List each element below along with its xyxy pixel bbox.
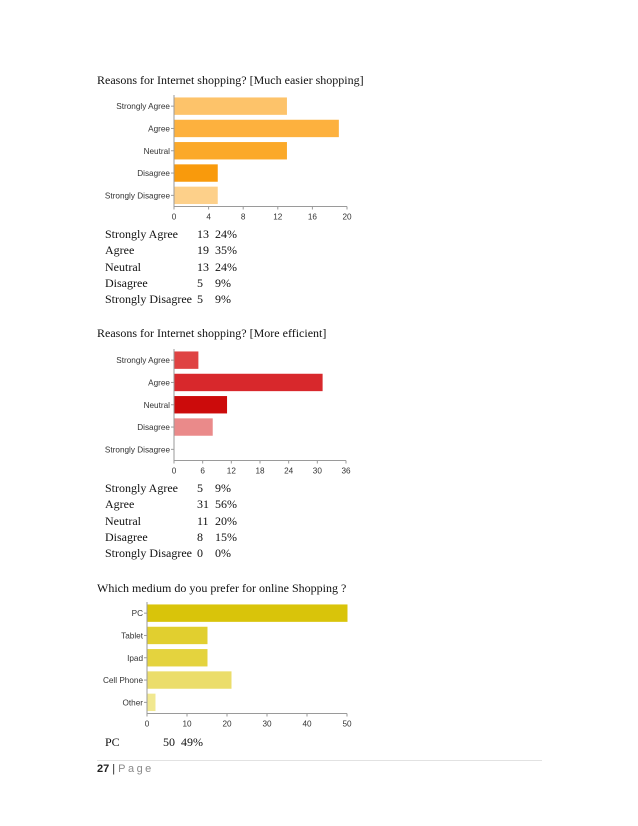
x-tick-label-30: 30 (312, 466, 322, 476)
x-tick-label-40: 40 (302, 719, 312, 729)
x-tick-label-36: 36 (341, 466, 351, 476)
chart-preferred-medium-svg (92, 600, 362, 730)
stat-count: 11 (197, 513, 209, 528)
category-label-agree: Agree (148, 378, 170, 388)
stat-row-strongly-agree (105, 480, 237, 496)
category-label-disagree: Disagree (137, 169, 170, 179)
category-label-neutral: Neutral (143, 400, 170, 410)
category-label-strongly-agree: Strongly Agree (116, 102, 170, 112)
section-2-heading: Reasons for Internet shopping? [More efficient] (97, 326, 327, 340)
x-tick-label-30: 30 (262, 719, 272, 729)
bar-strongly-agree (175, 351, 199, 368)
category-label-tablet: Tablet (121, 631, 143, 641)
stats-more-efficient (105, 480, 237, 561)
chart-more-efficient-svg (92, 347, 362, 477)
x-tick-label-0: 0 (171, 466, 177, 476)
x-tick-label-16: 16 (307, 212, 317, 222)
stat-label: Strongly Agree (105, 481, 178, 495)
stat-label: PC (105, 735, 120, 749)
stat-row-agree (105, 242, 237, 258)
stat-percent: 15% (215, 529, 237, 544)
stat-count: 50 (163, 735, 175, 749)
category-label-neutral: Neutral (143, 146, 170, 156)
footer-separator: | (112, 763, 116, 775)
stat-percent: 0% (215, 546, 231, 561)
stat-label: Agree (105, 497, 135, 512)
category-label-cell-phone: Cell Phone (102, 676, 143, 686)
chart-much-easier-shopping (92, 93, 362, 228)
bar-neutral (175, 396, 228, 413)
stat-percent: 9% (215, 292, 231, 307)
bar-tablet (148, 627, 208, 644)
stat-percent: 20% (215, 513, 237, 528)
category-label-other: Other (122, 698, 143, 708)
footer-rule (97, 760, 542, 761)
stat-row-neutral (105, 259, 237, 275)
stat-percent: 9% (215, 481, 231, 495)
x-tick-label-6: 6 (200, 466, 205, 476)
stat-label: Disagree (105, 529, 148, 544)
stat-row-pc (105, 734, 203, 750)
bar-pc (148, 604, 348, 621)
stat-label: Agree (105, 243, 135, 258)
category-label-strongly-disagree: Strongly Disagree (104, 191, 170, 201)
x-tick-label-8: 8 (240, 212, 246, 222)
stats-much-easier-shopping (105, 226, 237, 307)
stat-percent: 24% (215, 227, 237, 241)
category-label-ipad: Ipad (127, 653, 143, 663)
page-number: 27 (97, 763, 110, 775)
page-footer (97, 763, 154, 775)
stat-row-disagree (105, 275, 237, 291)
stat-count: 0 (197, 546, 203, 561)
bar-strongly-agree (175, 97, 287, 114)
stat-percent: 56% (215, 497, 237, 512)
stat-label: Disagree (105, 275, 148, 290)
stat-count: 31 (197, 497, 209, 512)
category-label-agree: Agree (148, 124, 170, 134)
x-tick-label-20: 20 (222, 719, 232, 729)
section-3-heading: Which medium do you prefer for online Shopping ? (97, 581, 347, 595)
x-tick-label-4: 4 (206, 212, 211, 222)
category-label-strongly-disagree: Strongly Disagree (104, 445, 170, 455)
page-word: Page (118, 763, 154, 775)
stats-preferred-medium (105, 734, 203, 750)
chart-preferred-medium (92, 600, 362, 735)
bar-cell-phone (148, 671, 232, 688)
stat-label: Strongly Disagree (105, 292, 192, 307)
bar-agree (175, 120, 339, 137)
section-1-heading: Reasons for Internet shopping? [Much easier shopping] (97, 73, 364, 87)
bar-disagree (175, 418, 213, 435)
bar-other (148, 694, 156, 711)
stat-percent: 35% (215, 243, 237, 258)
stat-percent: 9% (215, 275, 231, 290)
stat-count: 19 (197, 243, 209, 258)
stat-label: Neutral (105, 259, 141, 274)
stat-label: Neutral (105, 513, 141, 528)
stat-count: 8 (197, 529, 203, 544)
x-tick-label-0: 0 (171, 212, 177, 222)
stat-row-strongly-disagree (105, 291, 237, 307)
bar-agree (175, 374, 323, 391)
stat-count: 5 (197, 275, 203, 290)
bar-neutral (175, 142, 287, 159)
x-tick-label-18: 18 (255, 466, 265, 476)
bar-strongly-disagree (175, 187, 218, 204)
chart-more-efficient (92, 347, 362, 482)
stat-count: 5 (197, 481, 203, 495)
bar-ipad (148, 649, 208, 666)
stat-label: Strongly Agree (105, 227, 178, 241)
category-label-disagree: Disagree (137, 423, 170, 433)
stat-row-neutral (105, 513, 237, 529)
x-tick-label-12: 12 (226, 466, 236, 476)
stat-percent: 49% (181, 735, 203, 749)
x-tick-label-12: 12 (273, 212, 283, 222)
category-label-pc: PC (131, 609, 143, 619)
stat-row-strongly-agree (105, 226, 237, 242)
stat-count: 5 (197, 292, 203, 307)
x-tick-label-0: 0 (144, 719, 150, 729)
stat-row-strongly-disagree (105, 545, 237, 561)
stat-row-disagree (105, 529, 237, 545)
chart-much-easier-shopping-svg (92, 93, 362, 223)
x-tick-label-10: 10 (182, 719, 192, 729)
stat-count: 13 (197, 227, 209, 241)
x-tick-label-50: 50 (342, 719, 352, 729)
x-tick-label-20: 20 (342, 212, 352, 222)
x-tick-label-24: 24 (284, 466, 294, 476)
stat-row-agree (105, 496, 237, 512)
category-label-strongly-agree: Strongly Agree (116, 356, 170, 366)
bar-disagree (175, 164, 218, 181)
stat-label: Strongly Disagree (105, 546, 192, 561)
stat-count: 13 (197, 259, 209, 274)
stat-percent: 24% (215, 259, 237, 274)
